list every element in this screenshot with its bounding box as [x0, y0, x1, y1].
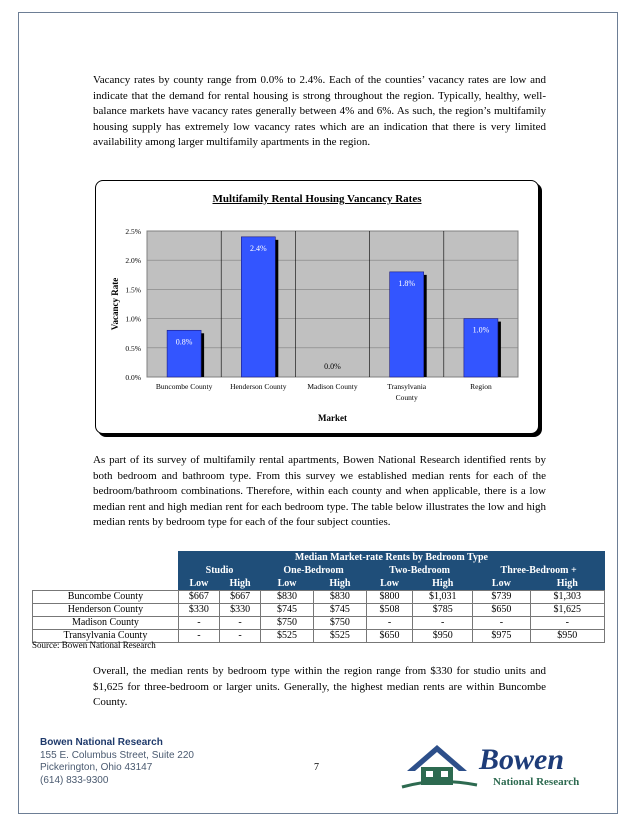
house-logo-icon: [402, 745, 477, 787]
x-tick-label: Transylvania: [387, 382, 427, 391]
y-axis-label: Vacancy Rate: [110, 277, 120, 331]
rent-cell: $745: [261, 603, 314, 616]
rent-cell: $750: [261, 616, 314, 629]
rent-cell: $525: [313, 629, 366, 642]
bar: [241, 237, 275, 377]
table-source: Source: Bowen National Research: [32, 640, 156, 650]
rent-cell: $750: [313, 616, 366, 629]
x-tick-label: Madison County: [307, 382, 358, 391]
bedroom-group-header: One-Bedroom: [261, 564, 367, 577]
x-tick-label: Henderson County: [230, 382, 287, 391]
summary-paragraph: Overall, the median rents by bedroom type within the region range from $330 for studio units and $1,625 for three-bedroom or larger units. Generally, the highest median rents are within Buncombe County.: [93, 665, 546, 709]
x-axis-label: Market: [318, 413, 347, 423]
rent-cell: $330: [219, 603, 260, 616]
table-row: [33, 603, 605, 616]
rent-cell: $950: [413, 629, 473, 642]
footer-phone: (614) 833-9300: [40, 774, 109, 786]
rent-cell: -: [219, 616, 260, 629]
rent-cell: $739: [473, 590, 530, 603]
low-high-header: Low: [366, 577, 412, 590]
footer-company: Bowen National Research: [40, 737, 163, 748]
rent-cell: $830: [313, 590, 366, 603]
rent-cell: $330: [178, 603, 219, 616]
page-number: 7: [314, 762, 319, 773]
vacancy-paragraph: Vacancy rates by county range from 0.0% to 2.4%. Each of the counties’ vacancy rates are low and indicate that the demand for rental housing is strong throughout the region. Typically, healthy, well-balance markets have vacancy rates generally between 4% and 6%. As such, the region’s multifamily housing supply has extremely low vacancy rates which are an indication that there is very limited availability among larger multifamily apartments in the region.: [93, 74, 546, 149]
low-high-header: High: [530, 577, 605, 590]
data-label: 0.0%: [324, 362, 341, 371]
y-tick-label: 2.5%: [125, 227, 141, 236]
rent-cell: $1,625: [530, 603, 605, 616]
rent-cell: -: [219, 629, 260, 642]
rents-table: [32, 551, 605, 643]
footer-street: 155 E. Columbus Street, Suite 220: [40, 749, 194, 761]
rent-cell: -: [530, 616, 605, 629]
data-label: 1.8%: [398, 278, 416, 288]
low-high-header: High: [313, 577, 366, 590]
rent-cell: $525: [261, 629, 314, 642]
low-high-header: Low: [261, 577, 314, 590]
low-high-header: High: [413, 577, 473, 590]
vacancy-chart: [95, 180, 539, 434]
y-tick-label: 0.0%: [125, 373, 141, 382]
rent-cell: $745: [313, 603, 366, 616]
rent-cell: $508: [366, 603, 412, 616]
rent-cell: -: [413, 616, 473, 629]
rent-cell: -: [178, 616, 219, 629]
company-logo: [397, 737, 597, 793]
rent-cell: $1,303: [530, 590, 605, 603]
data-label: 1.0%: [472, 325, 490, 335]
bedroom-group-header: Two-Bedroom: [366, 564, 472, 577]
x-tick-label: Region: [470, 382, 492, 391]
rent-cell: -: [178, 629, 219, 642]
footer-address: [40, 737, 194, 787]
low-high-header: High: [219, 577, 260, 590]
rent-cell: $975: [473, 629, 530, 642]
footer-city: Pickerington, Ohio 43147: [40, 762, 153, 773]
y-tick-label: 1.5%: [125, 285, 141, 295]
rent-cell: $785: [413, 603, 473, 616]
rent-cell: $830: [261, 590, 314, 603]
logo-word: Bowen: [479, 743, 565, 776]
county-cell: Henderson County: [33, 603, 179, 616]
table-title: Median Market-rate Rents by Bedroom Type: [178, 551, 604, 564]
rent-survey-paragraph: As part of its survey of multifamily rental apartments, Bowen National Research identified rents by both bedroom and bathroom type. From this survey we established median rents for each of the bedroom/bathroom combinations. Therefore, within each county and when applicable, there is a low median rent and high median rent for each bedroom type. The table below illustrates the low and high median rents by bedroom type for each of the four subject counties.: [93, 454, 546, 529]
y-tick-label: 0.5%: [125, 343, 141, 353]
county-cell: Madison County: [33, 616, 179, 629]
x-tick-label: Buncombe County: [155, 382, 213, 391]
logo-subtitle: National Research: [493, 776, 580, 788]
county-cell: Transylvania County: [33, 629, 179, 642]
county-cell: Buncombe County: [33, 590, 179, 603]
bedroom-group-header: Studio: [178, 564, 260, 577]
chart-title: Multifamily Rental Housing Vancancy Rates: [212, 193, 422, 205]
rent-cell: $667: [178, 590, 219, 603]
table-row: [33, 590, 605, 603]
rent-cell: $950: [530, 629, 605, 642]
rent-cell: $800: [366, 590, 412, 603]
x-tick-label: County: [395, 393, 418, 402]
rent-cell: -: [473, 616, 530, 629]
rent-cell: -: [366, 616, 412, 629]
low-high-header: Low: [178, 577, 219, 590]
y-tick-label: 1.0%: [125, 314, 141, 324]
rent-cell: $650: [473, 603, 530, 616]
data-label: 2.4%: [249, 243, 267, 253]
rent-cell: $1,031: [413, 590, 473, 603]
chart-canvas: [96, 181, 540, 435]
y-tick-label: 2.0%: [125, 256, 141, 266]
low-high-header: Low: [473, 577, 530, 590]
rent-cell: $650: [366, 629, 412, 642]
rent-cell: $667: [219, 590, 260, 603]
bedroom-group-header: Three-Bedroom +: [473, 564, 605, 577]
data-label: 0.8%: [175, 337, 193, 347]
table-row: [33, 616, 605, 629]
